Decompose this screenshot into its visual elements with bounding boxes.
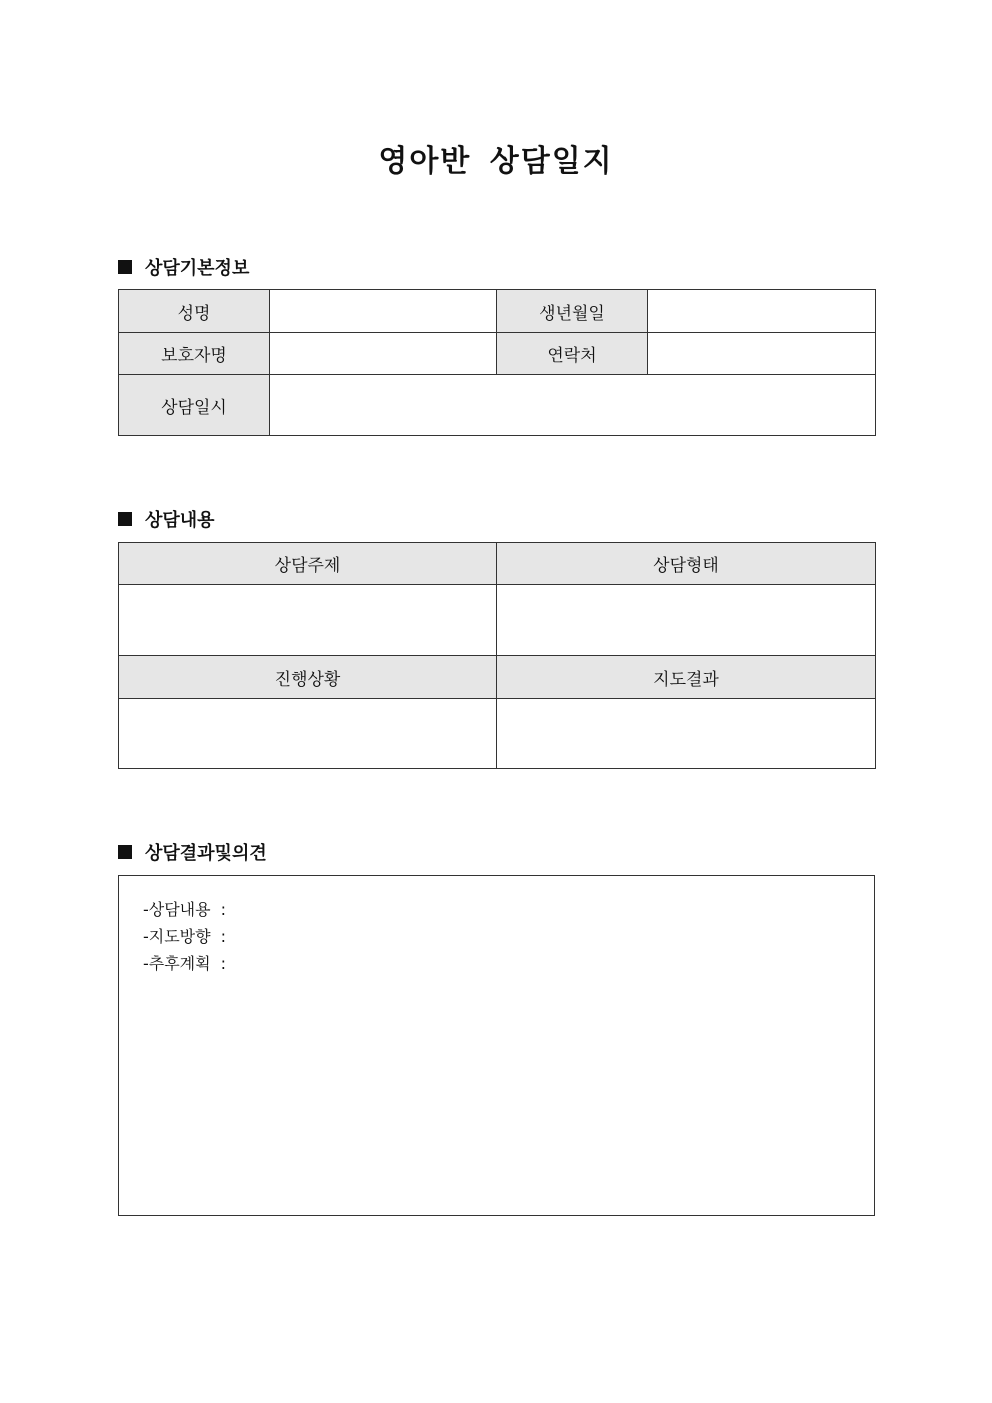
square-bullet-icon [118, 260, 132, 274]
topic-label: 상담주제 [119, 543, 497, 585]
square-bullet-icon [118, 845, 132, 859]
opinion-line-plan [143, 950, 226, 977]
name-label: 성명 [119, 290, 270, 333]
basic-info-table [118, 289, 876, 436]
section-heading-opinion-text: 상담결과및의견 [145, 843, 267, 864]
section-heading-content-text: 상담내용 [145, 510, 215, 531]
section-heading-basic-text: 상담기본정보 [145, 258, 250, 279]
opinion-line-colon: : [220, 900, 226, 919]
type-field[interactable] [497, 585, 876, 656]
opinion-textbox[interactable] [118, 875, 875, 1216]
result-label: 지도결과 [497, 656, 876, 699]
opinion-line-colon: : [220, 954, 226, 973]
content-table [118, 542, 876, 769]
section-heading-basic [118, 254, 249, 280]
birth-label: 생년월일 [497, 290, 648, 333]
guardian-label: 보호자명 [119, 333, 270, 375]
square-bullet-icon [118, 512, 132, 526]
opinion-line-direction [143, 923, 226, 950]
section-heading-opinion [118, 839, 267, 865]
type-label: 상담형태 [497, 543, 876, 585]
opinion-line-label: -지도방향 [143, 927, 211, 946]
topic-field[interactable] [119, 585, 497, 656]
opinion-line-label: -추후계획 [143, 954, 211, 973]
opinion-line-colon: : [220, 927, 226, 946]
opinion-line-label: -상담내용 [143, 900, 211, 919]
contact-label: 연락처 [497, 333, 648, 375]
datetime-field[interactable] [270, 375, 876, 436]
guardian-field[interactable] [270, 333, 497, 375]
opinion-lines [143, 896, 226, 977]
opinion-line-content [143, 896, 226, 923]
section-heading-content [118, 506, 215, 532]
progress-label: 진행상황 [119, 656, 497, 699]
name-field[interactable] [270, 290, 497, 333]
progress-field[interactable] [119, 699, 497, 769]
contact-field[interactable] [648, 333, 876, 375]
datetime-label: 상담일시 [119, 375, 270, 436]
page-title: 영아반 상담일지 [378, 144, 614, 179]
birth-field[interactable] [648, 290, 876, 333]
result-field[interactable] [497, 699, 876, 769]
